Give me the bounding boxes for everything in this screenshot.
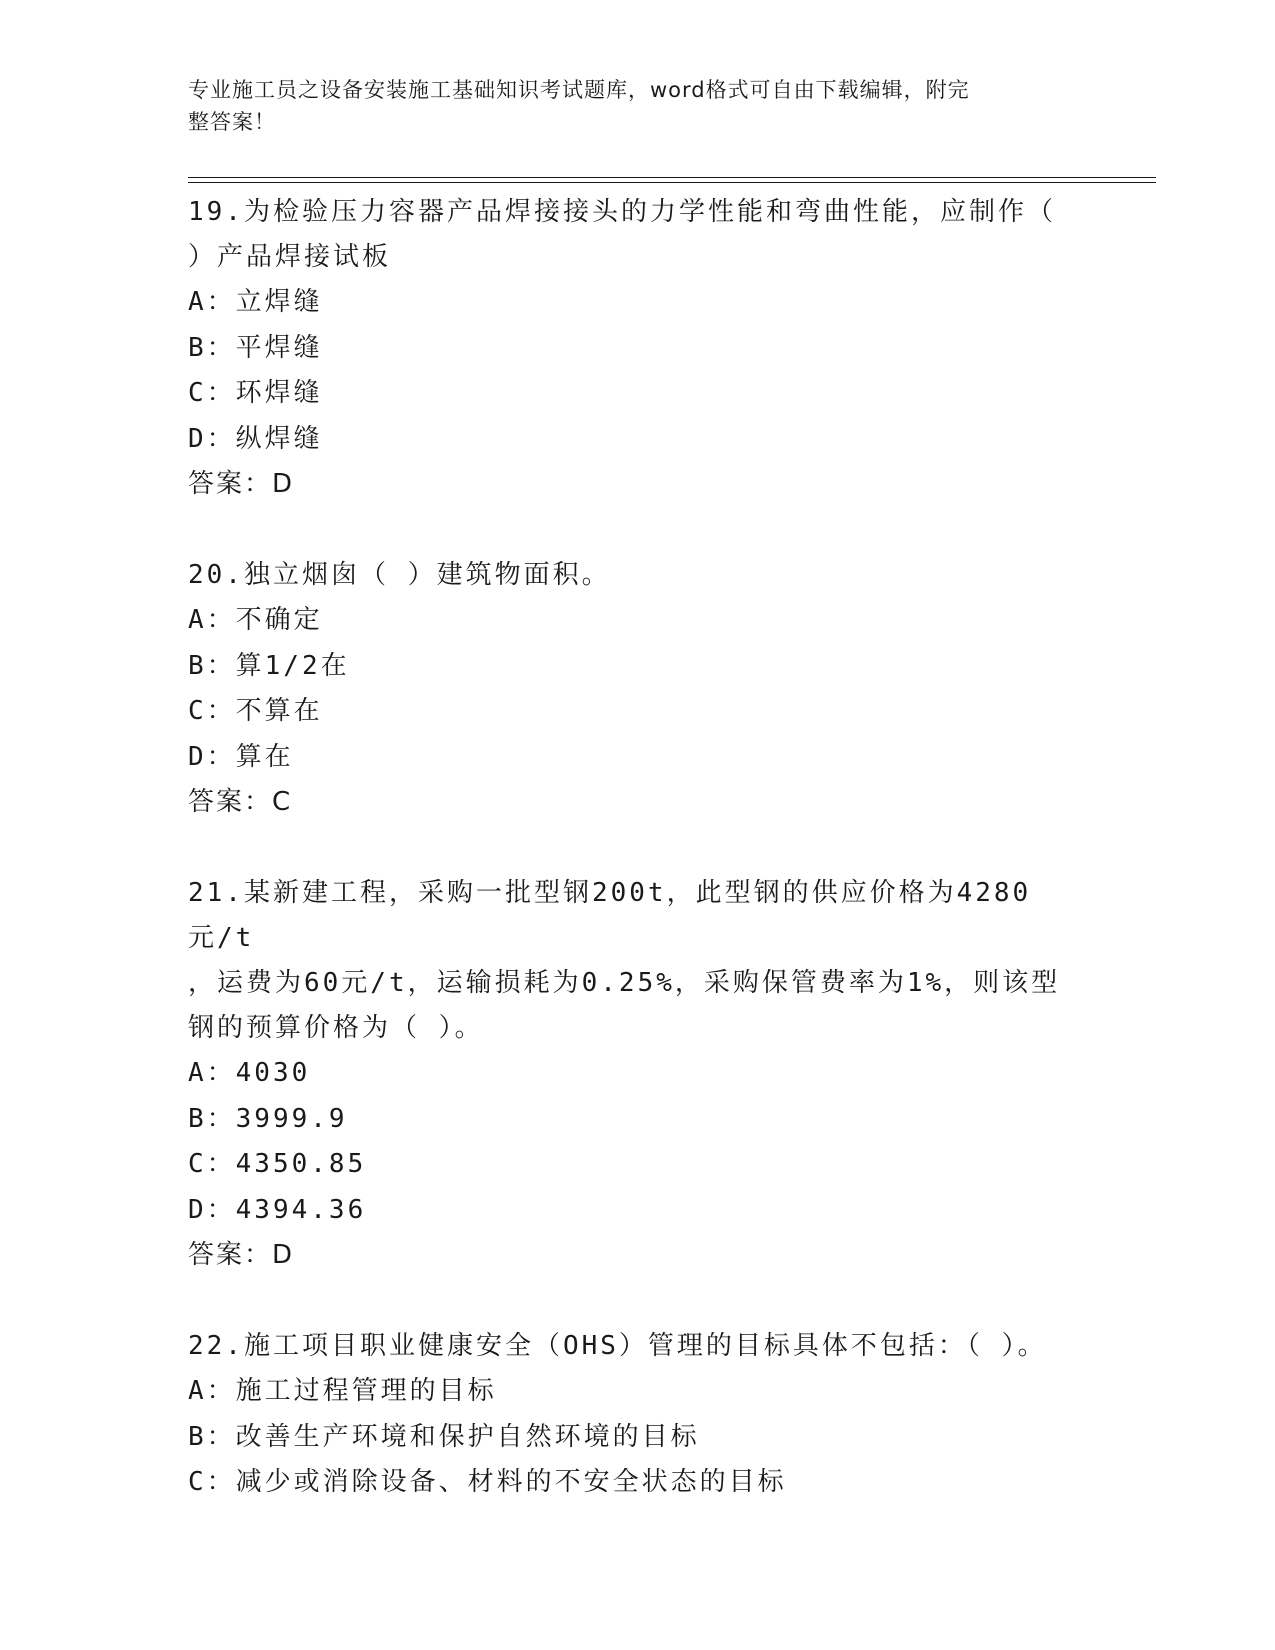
answer: 答案：D: [188, 469, 295, 499]
option-c: C：减少或消除设备、材料的不安全状态的目标: [188, 1467, 787, 1497]
question-text-line: 21.某新建工程，采购一批型钢200t，此型钢的供应价格为4280元/t: [188, 878, 1032, 953]
document-header: [188, 74, 1068, 138]
option-b: B：改善生产环境和保护自然环境的目标: [188, 1421, 700, 1452]
header-line-2: 整答案！: [188, 110, 276, 134]
question-text-line: ，运费为60元/t，运输损耗为0.25%，采购保管费率为1%，则该型: [188, 968, 1061, 998]
question-text-line: 钢的预算价格为（ ）。: [188, 1013, 484, 1043]
header-rule-top: [188, 177, 1156, 178]
question-text-line: 19.为检验压力容器产品焊接接头的力学性能和弯曲性能，应制作（: [188, 197, 1056, 227]
option-a: A：不确定: [188, 605, 323, 635]
question-text-line: ）产品焊接试板: [188, 242, 392, 272]
option-c: C：环焊缝: [188, 378, 323, 408]
option-a: A：4030: [188, 1058, 311, 1088]
option-a: A：施工过程管理的目标: [188, 1376, 497, 1406]
option-d: D：4394.36: [188, 1194, 367, 1225]
question-21: [188, 871, 1068, 1278]
question-text-line: 22.施工项目职业健康安全（OHS）管理的目标具体不包括：（ ）。: [188, 1331, 1047, 1361]
answer: 答案：C: [188, 787, 293, 817]
answer: 答案：D: [188, 1240, 295, 1270]
header-line-1: 专业施工员之设备安装施工基础知识考试题库，word格式可自由下载编辑，附完: [188, 78, 970, 102]
option-d: D：纵焊缝: [188, 423, 323, 454]
question-list: [188, 190, 1068, 1552]
option-b: B：算1/2在: [188, 650, 350, 681]
option-c: C：4350.85: [188, 1149, 367, 1179]
question-22: [188, 1324, 1068, 1506]
question-20: [188, 553, 1068, 825]
option-c: C：不算在: [188, 696, 323, 726]
question-text-line: 20.独立烟囱（ ）建筑物面积。: [188, 560, 611, 590]
header-rule-bottom: [188, 182, 1156, 183]
option-b: B：3999.9: [188, 1103, 348, 1134]
option-b: B：平焊缝: [188, 332, 323, 363]
option-d: D：算在: [188, 741, 294, 772]
question-19: [188, 190, 1068, 507]
option-a: A：立焊缝: [188, 287, 323, 317]
